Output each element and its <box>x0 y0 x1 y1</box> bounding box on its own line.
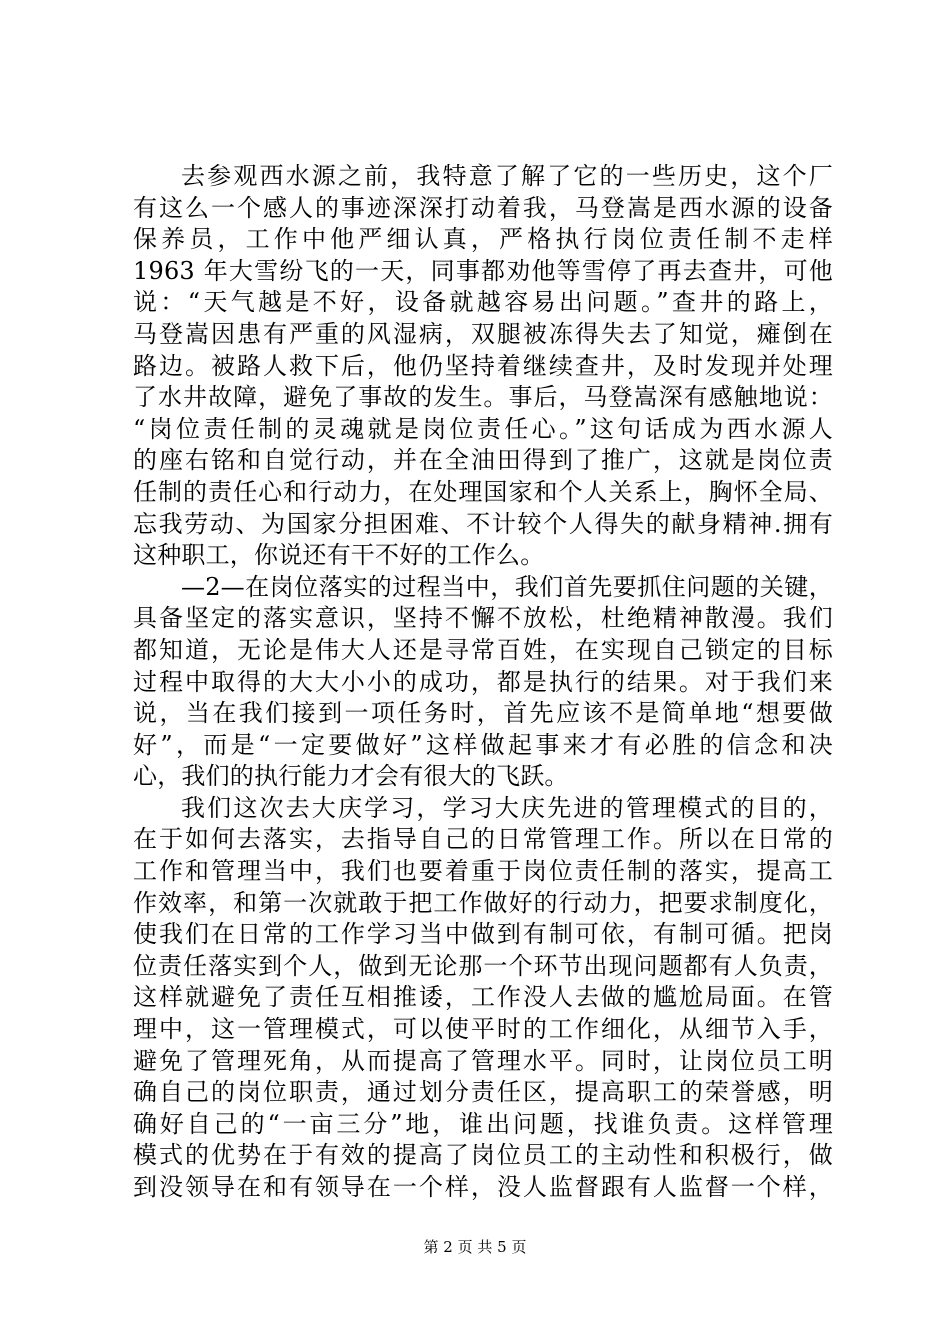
text-line: 过程中取得的大大小小的成功，都是执行的结果。对于我们来 <box>133 667 833 696</box>
text-line: 具备坚定的落实意识，坚持不懈不放松，杜绝精神散漫。我们 <box>133 604 833 633</box>
text-line: 作效率，和第一次就敢于把工作做好的行动力，把要求制度化， <box>133 888 833 917</box>
text-line: 好”，而是“一定要做好”这样做起事来才有必胜的信念和决 <box>133 730 833 759</box>
page-footer: 第 2 页 共 5 页 <box>423 1238 527 1256</box>
text-line: 了水井故障，避免了事故的发生。事后，马登嵩深有感触地说： <box>133 383 833 412</box>
text-line: 这样就避免了责任互相推诿，工作没人去做的尴尬局面。在管 <box>133 983 833 1012</box>
text-line: 我们这次去大庆学习，学习大庆先进的管理模式的目的， <box>181 793 833 822</box>
paragraph <box>133 793 833 1204</box>
paragraph <box>133 572 833 793</box>
text-line: 的座右铭和自觉行动，并在全油田得到了推广，这就是岗位责 <box>133 446 833 475</box>
paragraph <box>133 161 833 572</box>
text-line: 保养员，工作中他严细认真，严格执行岗位责任制不走样 <box>133 225 833 254</box>
text-line: 确好自己的“一亩三分”地，谁出问题，找谁负责。这样管理 <box>133 1109 833 1138</box>
text-line: “岗位责任制的灵魂就是岗位责任心。”这句话成为西水源人 <box>133 414 833 443</box>
text-line: 都知道，无论是伟大人还是寻常百姓，在实现自己锁定的目标 <box>133 635 833 664</box>
text-line: 位责任落实到个人，做到无论那一个环节出现问题都有人负责， <box>133 951 833 980</box>
text-line: 避免了管理死角，从而提高了管理水平。同时，让岗位员工明 <box>133 1046 833 1075</box>
text-line: 模式的优势在于有效的提高了岗位员工的主动性和积极行，做 <box>133 1141 833 1170</box>
text-line: 使我们在日常的工作学习当中做到有制可依，有制可循。把岗 <box>133 920 833 949</box>
text-line: 路边。被路人救下后，他仍坚持着继续查井，及时发现并处理 <box>133 351 833 380</box>
text-line: 说，当在我们接到一项任务时，首先应该不是简单地“想要做 <box>133 699 833 728</box>
text-line: 1963 年大雪纷飞的一天，同事都劝他等雪停了再去查井，可他 <box>133 256 833 285</box>
text-line: 心，我们的执行能力才会有很大的飞跃。 <box>133 762 569 791</box>
text-line: 这种职工，你说还有干不好的工作么。 <box>133 541 545 570</box>
text-line: 去参观西水源之前，我特意了解了它的一些历史，这个厂 <box>181 162 833 190</box>
text-line: 马登嵩因患有严重的风湿病，双腿被冻得失去了知觉，瘫倒在 <box>133 319 833 348</box>
text-line: 有这么一个感人的事迹深深打动着我，马登嵩是西水源的设备 <box>133 193 833 222</box>
text-line: 说：“天气越是不好，设备就越容易出问题。”查井的路上， <box>133 288 833 317</box>
text-line: 忘我劳动、为国家分担困难、不计较个人得失的献身精神.拥有 <box>133 509 833 538</box>
text-line: 任制的责任心和行动力，在处理国家和个人关系上，胸怀全局、 <box>133 477 833 506</box>
text-line: 理中，这一管理模式，可以使平时的工作细化，从细节入手， <box>133 1015 833 1044</box>
document-body <box>133 161 833 1204</box>
text-line: 到没领导在和有领导在一个样，没人监督跟有人监督一个样， <box>133 1173 833 1201</box>
text-line: 在于如何去落实，去指导自己的日常管理工作。所以在日常的 <box>133 825 833 854</box>
text-line: 工作和管理当中，我们也要着重于岗位责任制的落实，提高工 <box>133 857 833 886</box>
text-line: —2—在岗位落实的过程当中，我们首先要抓住问题的关键， <box>181 572 833 601</box>
text-line: 确自己的岗位职责，通过划分责任区，提高职工的荣誉感，明 <box>133 1078 833 1107</box>
